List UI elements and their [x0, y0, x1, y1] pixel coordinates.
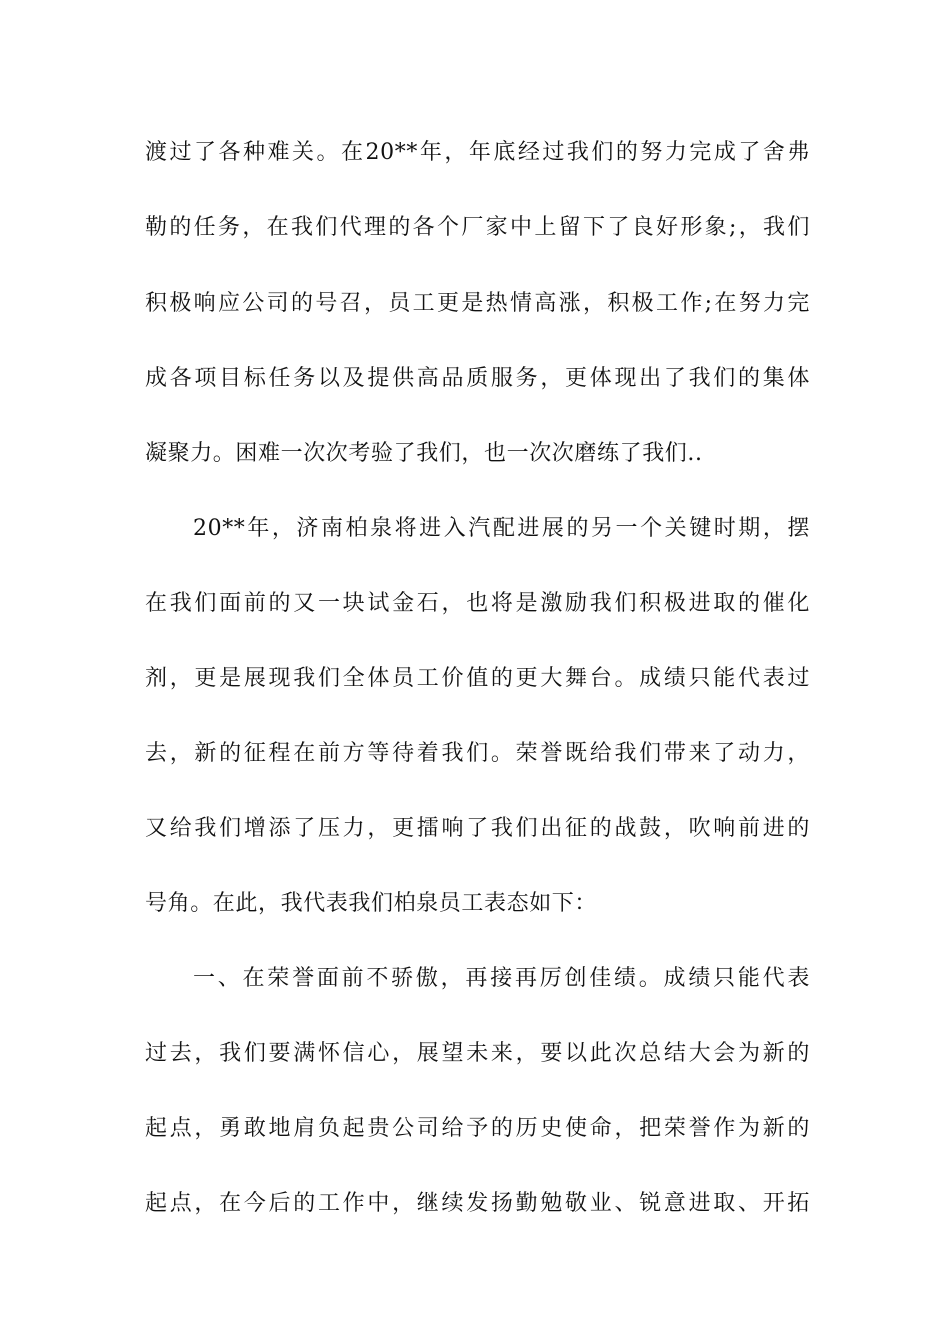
text-line: 在我们面前的又一块试金石，也将是激励我们积极进取的催化 — [145, 591, 810, 616]
text-line: 渡过了各种难关。在20**年，年底经过我们的努力完成了舍弗 — [145, 140, 810, 165]
text-line: 又给我们增添了压力，更擂响了我们出征的战鼓，吹响前进的 — [145, 816, 810, 841]
text-line: 起点，在今后的工作中，继续发扬勤勉敬业、锐意进取、开拓 — [145, 1191, 810, 1216]
text-line: 积极响应公司的号召，员工更是热情高涨，积极工作;在努力完 — [145, 291, 810, 316]
text-line: 起点，勇敢地肩负起贵公司给予的历史使命，把荣誉作为新的 — [145, 1116, 810, 1141]
paragraph-first-line: 20**年，济南柏泉将进入汽配进展的另一个关键时期，摆 — [193, 516, 810, 541]
text-line: 勒的任务，在我们代理的各个厂家中上留下了良好形象;，我们 — [145, 215, 810, 240]
text-line: 过去，我们要满怀信心，展望未来，要以此次总结大会为新的 — [145, 1041, 810, 1066]
paragraph-first-line: 一、在荣誉面前不骄傲，再接再厉创佳绩。成绩只能代表 — [193, 966, 810, 991]
text-line: 剂，更是展现我们全体员工价值的更大舞台。成绩只能代表过 — [145, 666, 810, 691]
text-line: 成各项目标任务以及提供高品质服务，更体现出了我们的集体 — [145, 366, 810, 391]
text-line: 号角。在此，我代表我们柏泉员工表态如下： — [145, 891, 598, 916]
text-line: 去，新的征程在前方等待着我们。荣誉既给我们带来了动力， — [145, 741, 810, 766]
text-line: 凝聚力。困难一次次考验了我们，也一次次磨练了我们.. — [145, 441, 703, 466]
